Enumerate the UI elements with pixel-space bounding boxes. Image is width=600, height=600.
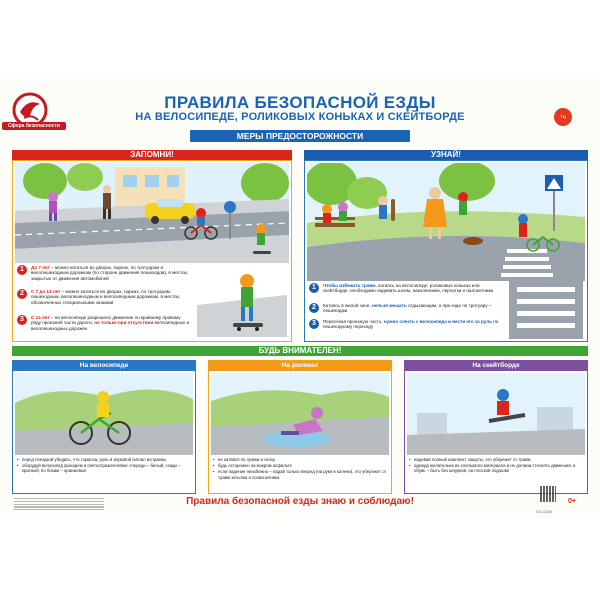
publisher-badge: ТЦ СФЕРА xyxy=(554,108,572,126)
rollers-panel-title: На роликах xyxy=(209,361,391,371)
crosswalk-illustration xyxy=(509,281,583,339)
remember-rule-3-highlight-2: но только при отсутствии xyxy=(92,320,154,326)
know-rule-3-text: Пересекая проезжую часть, xyxy=(323,319,384,324)
precautions-bar: МЕРЫ ПРЕДОСТОРОЖНОСТИ xyxy=(190,130,410,142)
remember-rule-2-highlight: С 7 до 14 лет xyxy=(31,289,61,294)
skateboard-tips xyxy=(409,457,583,475)
know-heading: УЗНАЙ! xyxy=(304,150,588,160)
safety-poster xyxy=(0,78,600,518)
know-rule-2-highlight: нельзя мешать xyxy=(371,303,407,308)
cyclist-illustration xyxy=(15,373,193,455)
remember-rule-3-highlight: С 14 лет xyxy=(31,315,50,320)
fallen-roller-skater-illustration xyxy=(211,373,389,455)
list-item: • будь осторожен на мокром асфальте xyxy=(213,463,387,468)
list-item: • надевай полный комплект защиты, это убережет от травм xyxy=(409,457,583,462)
bicycle-tips xyxy=(17,457,191,475)
remember-rule-1 xyxy=(31,265,191,281)
jumping-skateboarder-illustration xyxy=(407,373,585,455)
attention-heading: БУДЬ ВНИМАТЕЛЕН! xyxy=(12,346,588,356)
know-rule-3-text-2: по пешеходному переходу xyxy=(323,319,499,330)
know-rule-3 xyxy=(323,319,503,330)
list-item: • перед поездкой убедись, что тормоза, руль и звуковой сигнал исправны xyxy=(17,457,191,462)
remember-rule-3-number: 3 xyxy=(17,315,27,325)
know-rule-2-number: 2 xyxy=(309,303,319,313)
skateboarder-illustration xyxy=(197,265,287,337)
know-rule-2-text: Катаясь в жилой зоне, xyxy=(323,303,372,308)
remember-rule-2-text: – можно кататься во дворах, парках, по тротуарам, пешеходным, велопешеходным и велосипедным дорожкам, в местах, обозначенных специальными знаками xyxy=(31,289,181,305)
park-scene-illustration xyxy=(307,163,585,281)
bicycle-panel-title: На велосипеде xyxy=(13,361,195,371)
know-rule-1-number: 1 xyxy=(309,283,319,293)
poster-subtitle: НА ВЕЛОСИПЕДЕ, РОЛИКОВЫХ КОНЬКАХ И СКЕЙТБОРДЕ xyxy=(135,111,465,123)
rollers-panel xyxy=(208,360,392,494)
remember-rule-2-number: 2 xyxy=(17,289,27,299)
barcode-icon xyxy=(540,486,556,502)
remember-rule-3 xyxy=(31,315,191,331)
know-rule-1-text: , катаясь на велосипеде, роликовых коньках или скейтборде, необходимо надевать шлем, наколенники, перчатки и налокотники xyxy=(323,283,494,294)
know-rule-2 xyxy=(323,303,503,314)
remember-panel xyxy=(12,160,292,342)
remember-rule-1-highlight: До 7 лет xyxy=(31,265,50,270)
list-item: • оборудуй велосипед фонарем и светоотражателями: спереди – белый, сзади – красный, по бокам – оранжевые xyxy=(17,463,191,473)
know-rule-3-highlight: нужно слезть с велосипеда и вести его за руль xyxy=(383,319,492,324)
remember-rule-1-text: – можно кататься во дворах, парках, по тротуарам и велопешеходным дорожкам (по стороне движения пешеходов), в местах, закрытых от движения автомобилей xyxy=(31,265,189,281)
rollers-tips xyxy=(213,457,387,481)
list-item: • не катайся по лужам и песку xyxy=(213,457,387,462)
know-rule-3-number: 3 xyxy=(309,319,319,329)
footer-slogan: Правила безопасной езды знаю и соблюдаю! xyxy=(186,496,414,507)
know-panel xyxy=(304,160,588,342)
product-code: ПЛ-12345 xyxy=(536,510,552,514)
age-rating-badge: 0+ xyxy=(568,498,576,505)
remember-rule-3-text: – на велосипеде разрешено движение по крайнему правому ряду проезжей части дороги, xyxy=(31,315,181,326)
skateboard-panel xyxy=(404,360,588,494)
logo-label: Сфера безопасности xyxy=(2,122,66,130)
poster-title: ПРАВИЛА БЕЗОПАСНОЙ ЕЗДЫ xyxy=(164,93,436,112)
bicycle-panel xyxy=(12,360,196,494)
know-rule-2-text-2: отдыхающим, а при езде по тротуару – пешеходам xyxy=(323,303,492,314)
list-item: • одежда желательна из хлопкового материала и не должна стеснять движения, а обувь – быть без шнурков, на плоской подошве xyxy=(409,463,583,473)
remember-rule-2 xyxy=(31,289,191,305)
remember-rule-1-number: 1 xyxy=(17,265,27,275)
know-rule-1-highlight: Чтобы избежать травм xyxy=(323,283,376,288)
remember-rule-3-text-2: велосипедных и велопешеходных дорожек xyxy=(31,320,190,331)
know-rule-1 xyxy=(323,283,503,294)
street-scene-illustration xyxy=(15,163,289,263)
skateboard-panel-title: На скейтборде xyxy=(405,361,587,371)
remember-heading: ЗАПОМНИ! xyxy=(12,150,292,160)
list-item: • если падение неизбежно – падай только вперед (на руки и колени), это убережет от травм затылка и позвоночника xyxy=(213,469,387,479)
